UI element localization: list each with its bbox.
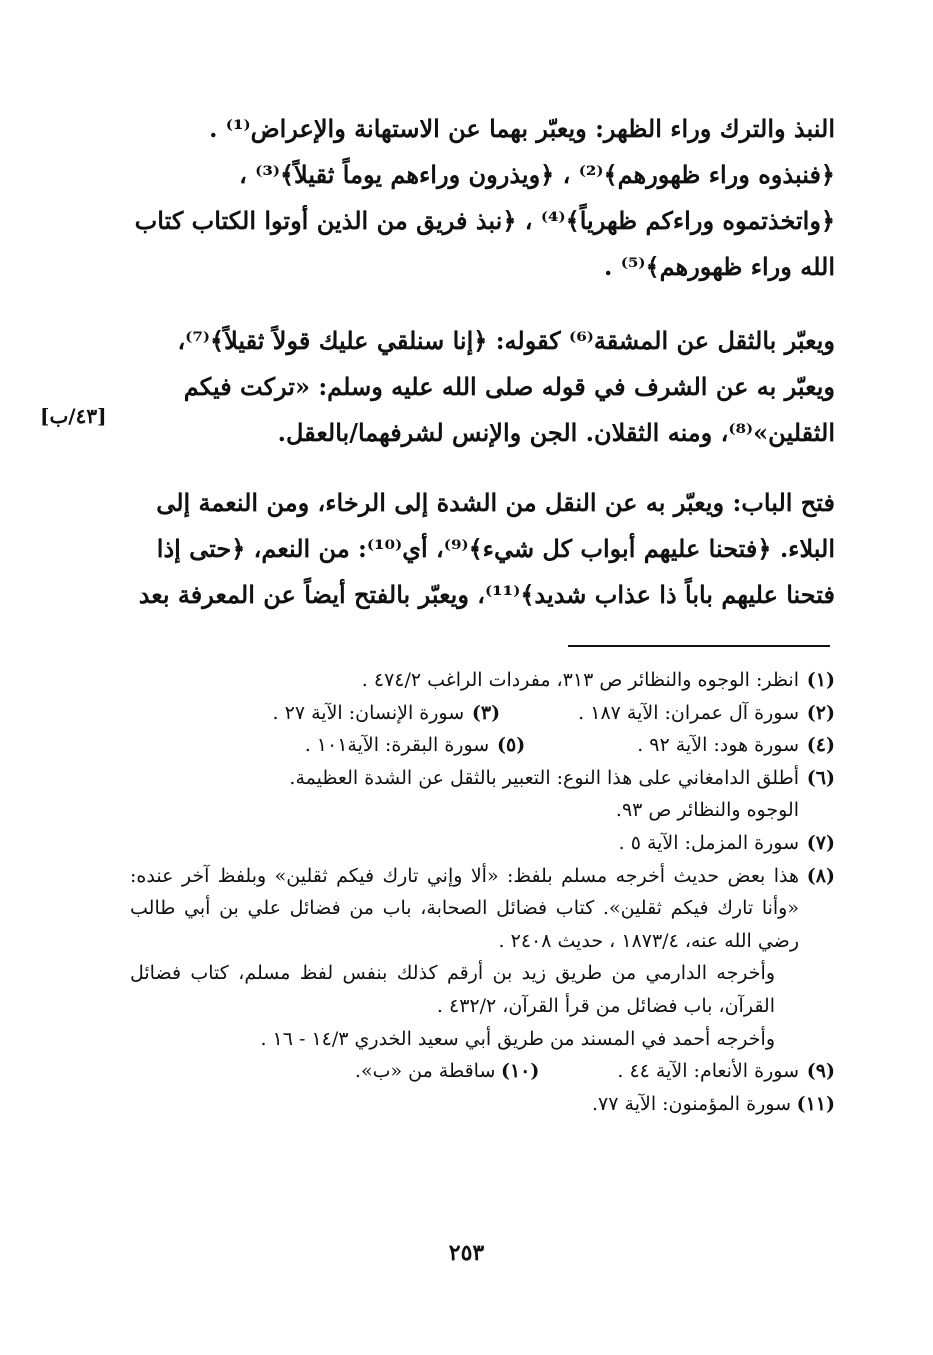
footnote-number: (٧) <box>806 831 835 854</box>
text-line: النبذ والترك وراء الظهر: ويعبّر بهما عن الاستهانة والإعراض⁽¹⁾ . <box>209 114 835 143</box>
footnote-text: سورة هود: الآية ٩٢ . <box>637 734 799 757</box>
footnote-4-5 <box>130 729 835 762</box>
footnote-separator <box>568 645 830 647</box>
footnote-8 <box>130 860 835 958</box>
manuscript-folio-reference: [٤٣/ب] <box>40 404 107 428</box>
footnote-text: ساقطة من «ب». <box>354 1060 496 1083</box>
footnote-number: (١١) <box>796 1092 835 1115</box>
footnote-number: (٥) <box>496 734 526 757</box>
text-line: الله وراء ظهورهم﴾⁽⁵⁾ . <box>603 252 835 281</box>
footnote-11 <box>130 1088 835 1121</box>
footnote-text: سورة البقرة: الآية١٠١ . <box>304 734 490 757</box>
text-line: الثقلين»⁽⁸⁾، ومنه الثقلان. الجن والإنس لشرفهما/بالعقل. <box>277 418 835 447</box>
footnote-text: انظر: الوجوه والنظائر ص ٣١٣، مفردات الراغب ٤٧٤/٢ . <box>361 669 799 691</box>
footnote-6-continuation: الوجوه والنظائر ص ٩٣. <box>615 799 799 822</box>
footnote-number: (٦) <box>806 766 835 789</box>
footnote-7 <box>130 827 835 860</box>
footnote-text: سورة الأنعام: الآية ٤٤ . <box>617 1060 799 1083</box>
footnote-text: سورة آل عمران: الآية ١٨٧ . <box>578 701 799 724</box>
footnote-8-darimi: وأخرجه الدارمي من طريق زيد بن أرقم كذلك بنفس لفظ مسلم، كتاب فضائل القرآن، باب فضائل من قرأ القرآن، ٤٣٢/٢ . <box>130 962 775 1017</box>
footnote-text: هذا بعض حديث أخرجه مسلم بلفظ: «ألا وإني تارك فيكم ثقلين» وبلفظ آخر عنده: «وأنا تارك فيكم ثقلين». كتاب فضائل الصحابة، باب من فضائل علي بن أبي طالب رضي الله عنه، ١٨٧٣/٤ ، حديث ٢٤٠٨ . <box>130 864 799 952</box>
paragraph-nabdh <box>130 106 835 290</box>
text-line: ويعبّر به عن الشرف في قوله صلى الله عليه وسلم: «تركت فيكم <box>183 372 835 401</box>
paragraph-thiql <box>130 318 835 456</box>
text-line: فتح الباب: ويعبّر به عن النقل من الشدة إلى الرخاء، ومن النعمة إلى <box>156 488 835 517</box>
footnote-text: سورة المزمل: الآية ٥ . <box>618 831 799 854</box>
footnote-text: أطلق الدامغاني على هذا النوع: التعبير بالثقل عن الشدة العظيمة. <box>289 766 799 789</box>
footnote-6 <box>130 762 835 795</box>
text-line: ﴿فنبذوه وراء ظهورهم﴾⁽²⁾ ، ﴿ويذرون وراءهم يوماً ثقيلاً﴾⁽³⁾ ، <box>239 160 835 189</box>
footnote-1 <box>130 664 835 697</box>
footnote-number: (١٠) <box>500 1060 540 1083</box>
footnote-number: (١) <box>806 669 835 691</box>
footnote-number: (٤) <box>806 734 835 757</box>
text-line: فتحنا عليهم باباً ذا عذاب شديد﴾⁽¹¹⁾، ويعبّر بالفتح أيضاً عن المعرفة بعد <box>138 580 835 609</box>
paragraph-fath <box>130 480 835 618</box>
footnote-number: (٩) <box>806 1060 835 1083</box>
text-line: ويعبّر بالثقل عن المشقة⁽⁶⁾ كقوله: ﴿إنا سنلقي عليك قولاً ثقيلاً﴾⁽⁷⁾، <box>177 326 835 355</box>
footnotes <box>130 664 835 1120</box>
text-line: ﴿واتخذتموه وراءكم ظهرياً﴾⁽⁴⁾ ، ﴿نبذ فريق من الذين أوتوا الكتاب كتاب <box>134 206 835 235</box>
text-line: البلاء. ﴿فتحنا عليهم أبواب كل شيء﴾⁽⁹⁾، أي⁽¹⁰⁾: من النعم، ﴿حتى إذا <box>156 534 835 563</box>
footnote-number: (٢) <box>806 701 835 724</box>
footnote-number: (٣) <box>471 701 501 724</box>
page-number: ٢٥٣ <box>448 1240 485 1266</box>
footnote-text: سورة الإنسان: الآية ٢٧ . <box>272 701 465 724</box>
footnote-text: سورة المؤمنون: الآية ٧٧. <box>592 1092 791 1115</box>
footnote-2-3 <box>130 697 835 730</box>
footnote-number: (٨) <box>806 864 835 887</box>
footnote-9-10 <box>130 1055 835 1088</box>
footnote-8-ahmad: وأخرجه أحمد في المسند من طريق أبي سعيد الخدري ١٤/٣ - ١٦ . <box>260 1027 775 1050</box>
